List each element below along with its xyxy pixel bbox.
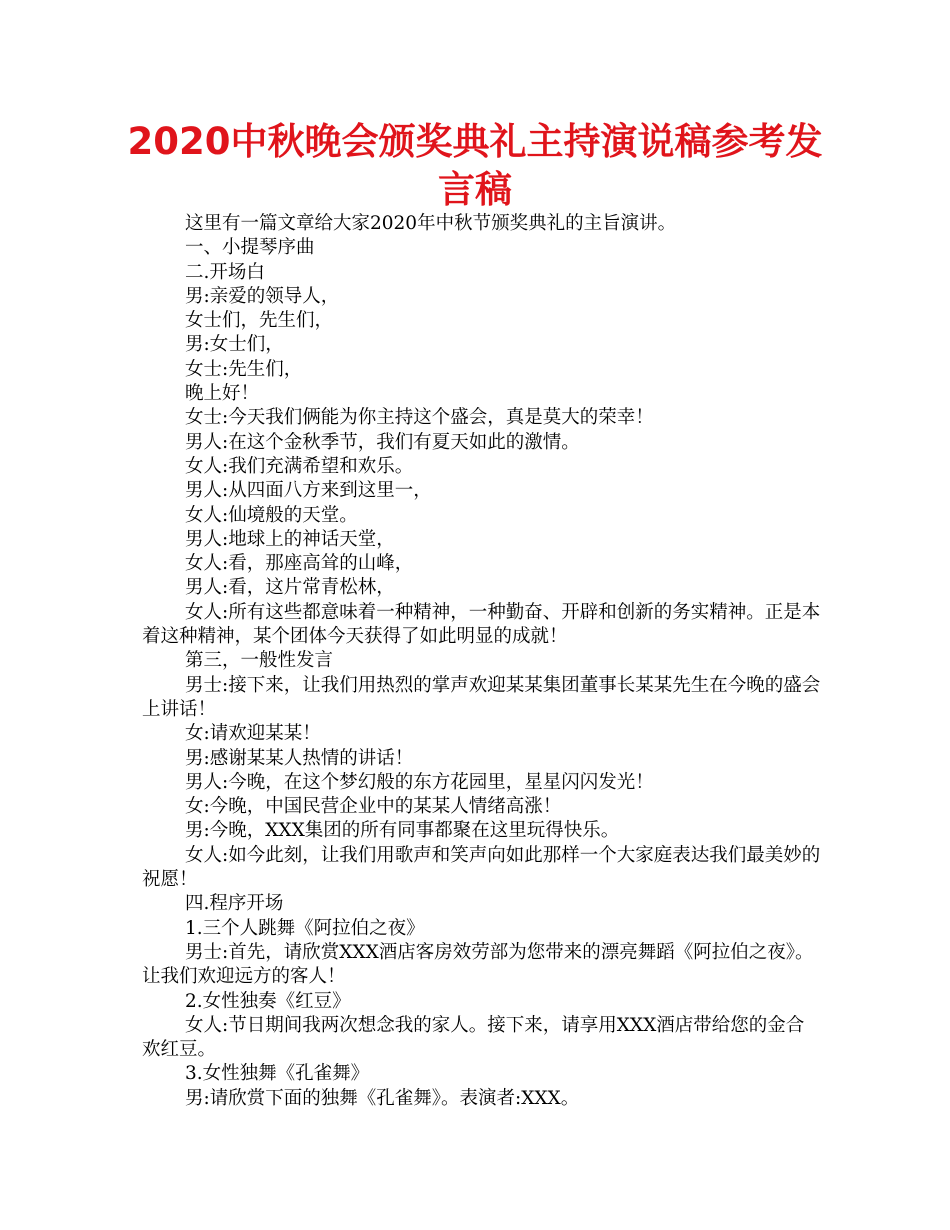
paragraph: 男人:在这个金秋季节，我们有夏天如此的激情。 — [185, 431, 580, 453]
paragraph: 1.三个人跳舞《阿拉伯之夜》 — [185, 917, 425, 939]
paragraph: 男:女士们， — [185, 334, 284, 356]
paragraph: 这里有一篇文章给大家2020年中秋节颁奖典礼的主旨演讲。 — [185, 213, 677, 234]
paragraph: 女人:如今此刻，让我们用歌声和笑声向如此那样一个大家庭表达我们最美妙的祝愿！ — [142, 844, 821, 891]
paragraph: 二.开场白 — [185, 261, 265, 283]
paragraph: 男:请欣赏下面的独舞《孔雀舞》。表演者:XXX。 — [185, 1087, 580, 1109]
paragraph: 男人:看，这片常青松林， — [185, 577, 395, 599]
paragraph: 一、小提琴序曲 — [185, 237, 315, 259]
paragraph: 四.程序开场 — [185, 893, 284, 915]
paragraph: 男人:从四面八方来到这里一， — [185, 480, 432, 502]
paragraph: 2.女性独奏《红豆》 — [185, 990, 351, 1012]
document-title: 2020中秋晚会颁奖典礼主持演说稿参考发言稿 — [127, 120, 823, 211]
paragraph: 女士:先生们， — [185, 358, 303, 380]
paragraph: 男士:接下来，让我们用热烈的掌声欢迎某某集团董事长某某先生在今晚的盛会上讲话！ — [142, 674, 821, 720]
paragraph: 男人:地球上的神话天堂， — [185, 528, 395, 550]
paragraph: 女人:仙境般的天堂。 — [185, 504, 358, 526]
paragraph: 女人:所有这些都意味着一种精神，一种勤奋、开辟和创新的务实精神。正是本着这种精神，某个团体今天获得了如此明显的成就！ — [142, 601, 821, 648]
paragraph: 女士们，先生们， — [185, 310, 334, 332]
paragraph: 男:感谢某某人热情的讲话！ — [185, 747, 414, 769]
paragraph: 男:亲爱的领导人， — [185, 285, 340, 307]
paragraph: 女人:节日期间我两次想念我的家人。接下来，请享用XXX酒店带给您的金合欢红豆。 — [142, 1014, 805, 1061]
document-body — [142, 212, 822, 1111]
paragraph: 晚上好！ — [185, 383, 260, 405]
paragraph: 女:请欢迎某某！ — [185, 723, 321, 745]
paragraph: 第三，一般性发言 — [185, 650, 334, 672]
paragraph: 女人:看，那座高耸的山峰， — [185, 553, 414, 575]
paragraph: 女士:今天我们俩能为你主持这个盛会，真是莫大的荣幸！ — [185, 407, 654, 429]
paragraph: 3.女性独舞《孔雀舞》 — [185, 1063, 370, 1085]
paragraph: 男士:首先，请欣赏XXX酒店客房效劳部为您带来的漂亮舞蹈《阿拉伯之夜》。让我们欢迎远方的客人！ — [142, 941, 814, 988]
paragraph: 男:今晚，XXX集团的所有同事都聚在这里玩得快乐。 — [185, 820, 620, 842]
paragraph: 女:今晚，中国民营企业中的某某人情绪高涨！ — [185, 796, 562, 818]
paragraph: 女人:我们充满希望和欢乐。 — [185, 455, 414, 477]
paragraph: 男人:今晚，在这个梦幻般的东方花园里，星星闪闪发光！ — [185, 771, 654, 793]
